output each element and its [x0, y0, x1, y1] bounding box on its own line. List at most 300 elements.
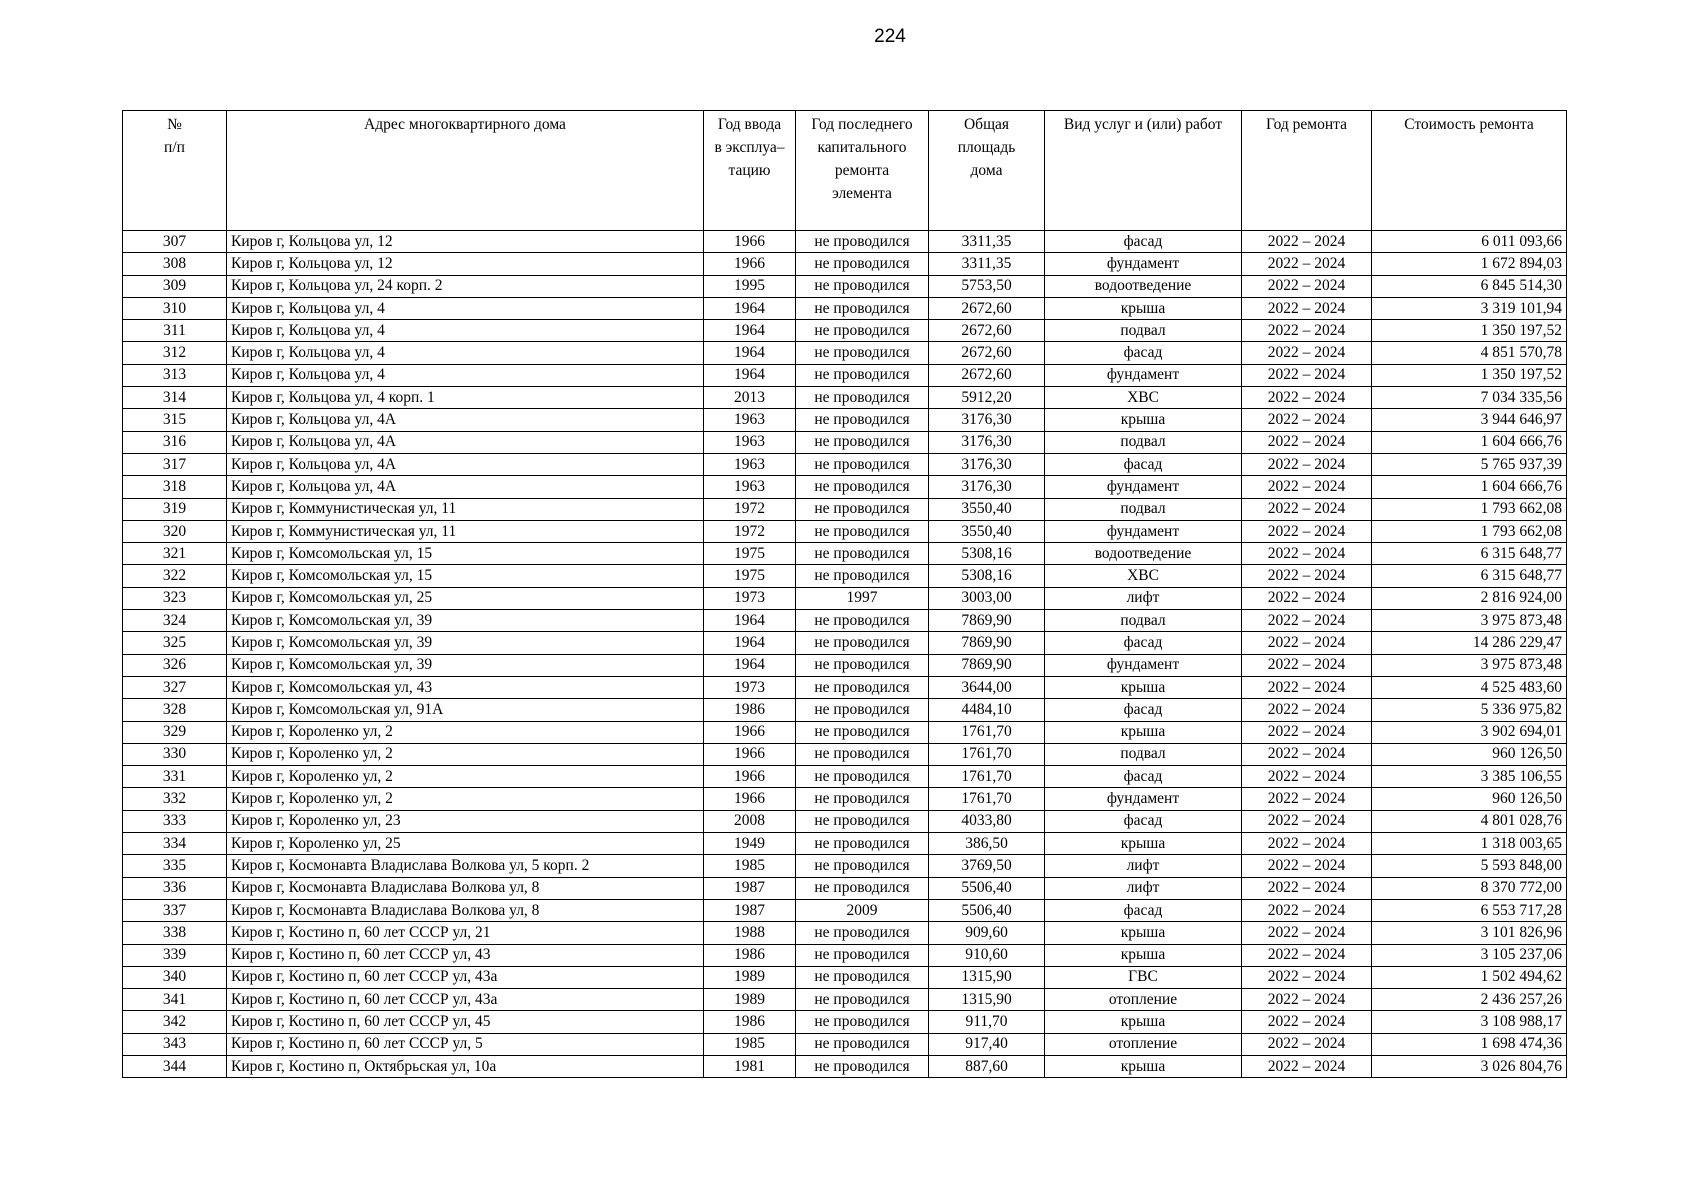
header-last-repair-year: Год последнего капитального ремонта элемента — [796, 111, 929, 231]
last-repair-year-cell: не проводился — [796, 297, 929, 319]
row-number-cell: 332 — [123, 788, 227, 810]
address-cell: Киров г, Короленко ул, 2 — [227, 766, 704, 788]
table-row — [123, 743, 1567, 765]
row-number-cell: 340 — [123, 966, 227, 988]
address-cell: Киров г, Комсомольская ул, 25 — [227, 587, 704, 609]
repair-year-cell: 2022 – 2024 — [1242, 676, 1372, 698]
year-built-cell: 1966 — [704, 788, 796, 810]
repair-year-cell: 2022 – 2024 — [1242, 275, 1372, 297]
row-number-cell: 335 — [123, 855, 227, 877]
table-row — [123, 699, 1567, 721]
table-row — [123, 855, 1567, 877]
work-type-cell: фасад — [1045, 899, 1242, 921]
repair-year-cell: 2022 – 2024 — [1242, 587, 1372, 609]
work-type-cell: фасад — [1045, 766, 1242, 788]
year-built-cell: 1995 — [704, 275, 796, 297]
row-number-cell: 322 — [123, 565, 227, 587]
table-row — [123, 543, 1567, 565]
row-number-cell: 315 — [123, 409, 227, 431]
row-number-cell: 320 — [123, 520, 227, 542]
table-row — [123, 654, 1567, 676]
repair-year-cell: 2022 – 2024 — [1242, 743, 1372, 765]
work-type-cell: подвал — [1045, 610, 1242, 632]
table-row — [123, 899, 1567, 921]
table-row — [123, 1033, 1567, 1055]
last-repair-year-cell: не проводился — [796, 453, 929, 475]
repair-cost-cell: 3 902 694,01 — [1372, 721, 1567, 743]
repair-year-cell: 2022 – 2024 — [1242, 409, 1372, 431]
repair-cost-cell: 3 975 873,48 — [1372, 654, 1567, 676]
address-cell: Киров г, Космонавта Владислава Волкова ул, 8 — [227, 877, 704, 899]
address-cell: Киров г, Космонавта Владислава Волкова ул, 8 — [227, 899, 704, 921]
last-repair-year-cell: не проводился — [796, 231, 929, 253]
repair-cost-cell: 3 385 106,55 — [1372, 766, 1567, 788]
repair-cost-cell: 960 126,50 — [1372, 743, 1567, 765]
repair-cost-cell: 3 026 804,76 — [1372, 1055, 1567, 1077]
year-built-cell: 1963 — [704, 453, 796, 475]
table-row — [123, 498, 1567, 520]
repair-cost-cell: 4 851 570,78 — [1372, 342, 1567, 364]
table-row — [123, 632, 1567, 654]
total-area-cell: 917,40 — [929, 1033, 1045, 1055]
repair-cost-cell: 1 502 494,62 — [1372, 966, 1567, 988]
table-row — [123, 721, 1567, 743]
row-number-cell: 309 — [123, 275, 227, 297]
row-number-cell: 344 — [123, 1055, 227, 1077]
address-cell: Киров г, Кольцова ул, 4 — [227, 297, 704, 319]
work-type-cell: водоотведение — [1045, 275, 1242, 297]
repair-year-cell: 2022 – 2024 — [1242, 699, 1372, 721]
total-area-cell: 5308,16 — [929, 565, 1045, 587]
repair-cost-cell: 1 604 666,76 — [1372, 431, 1567, 453]
year-built-cell: 1972 — [704, 520, 796, 542]
year-built-cell: 1963 — [704, 431, 796, 453]
repair-year-cell: 2022 – 2024 — [1242, 498, 1372, 520]
last-repair-year-cell: не проводился — [796, 543, 929, 565]
last-repair-year-cell: не проводился — [796, 1033, 929, 1055]
last-repair-year-cell: не проводился — [796, 877, 929, 899]
row-number-cell: 330 — [123, 743, 227, 765]
work-type-cell: ГВС — [1045, 966, 1242, 988]
repair-year-cell: 2022 – 2024 — [1242, 520, 1372, 542]
table-row — [123, 922, 1567, 944]
total-area-cell: 5506,40 — [929, 899, 1045, 921]
repair-cost-cell: 6 845 514,30 — [1372, 275, 1567, 297]
repair-cost-cell: 3 944 646,97 — [1372, 409, 1567, 431]
total-area-cell: 3550,40 — [929, 520, 1045, 542]
repair-year-cell: 2022 – 2024 — [1242, 899, 1372, 921]
row-number-cell: 310 — [123, 297, 227, 319]
row-number-cell: 336 — [123, 877, 227, 899]
last-repair-year-cell: не проводился — [796, 699, 929, 721]
total-area-cell: 3311,35 — [929, 253, 1045, 275]
address-cell: Киров г, Комсомольская ул, 15 — [227, 565, 704, 587]
work-type-cell: крыша — [1045, 833, 1242, 855]
total-area-cell: 4484,10 — [929, 699, 1045, 721]
total-area-cell: 909,60 — [929, 922, 1045, 944]
repair-year-cell: 2022 – 2024 — [1242, 632, 1372, 654]
address-cell: Киров г, Костино п, 60 лет СССР ул, 21 — [227, 922, 704, 944]
row-number-cell: 334 — [123, 833, 227, 855]
total-area-cell: 2672,60 — [929, 364, 1045, 386]
last-repair-year-cell: не проводился — [796, 810, 929, 832]
last-repair-year-cell: не проводился — [796, 342, 929, 364]
row-number-cell: 311 — [123, 320, 227, 342]
year-built-cell: 1989 — [704, 966, 796, 988]
last-repair-year-cell: не проводился — [796, 498, 929, 520]
table-row — [123, 320, 1567, 342]
repair-cost-cell: 3 108 988,17 — [1372, 1011, 1567, 1033]
total-area-cell: 887,60 — [929, 1055, 1045, 1077]
repair-year-cell: 2022 – 2024 — [1242, 320, 1372, 342]
total-area-cell: 5506,40 — [929, 877, 1045, 899]
last-repair-year-cell: не проводился — [796, 476, 929, 498]
address-cell: Киров г, Кольцова ул, 4А — [227, 453, 704, 475]
year-built-cell: 1986 — [704, 699, 796, 721]
year-built-cell: 2008 — [704, 810, 796, 832]
last-repair-year-cell: не проводился — [796, 676, 929, 698]
work-type-cell: фасад — [1045, 231, 1242, 253]
table-row — [123, 431, 1567, 453]
repair-year-cell: 2022 – 2024 — [1242, 966, 1372, 988]
repair-year-cell: 2022 – 2024 — [1242, 766, 1372, 788]
table-row — [123, 877, 1567, 899]
total-area-cell: 3003,00 — [929, 587, 1045, 609]
year-built-cell: 1966 — [704, 253, 796, 275]
work-type-cell: лифт — [1045, 877, 1242, 899]
last-repair-year-cell: не проводился — [796, 766, 929, 788]
row-number-cell: 342 — [123, 1011, 227, 1033]
table-row — [123, 610, 1567, 632]
repair-year-cell: 2022 – 2024 — [1242, 810, 1372, 832]
row-number-cell: 343 — [123, 1033, 227, 1055]
total-area-cell: 3176,30 — [929, 409, 1045, 431]
row-number-cell: 338 — [123, 922, 227, 944]
work-type-cell: водоотведение — [1045, 543, 1242, 565]
work-type-cell: лифт — [1045, 855, 1242, 877]
last-repair-year-cell: не проводился — [796, 610, 929, 632]
last-repair-year-cell: не проводился — [796, 944, 929, 966]
table-row — [123, 766, 1567, 788]
repair-year-cell: 2022 – 2024 — [1242, 342, 1372, 364]
repair-cost-cell: 5 593 848,00 — [1372, 855, 1567, 877]
repair-year-cell: 2022 – 2024 — [1242, 788, 1372, 810]
year-built-cell: 1964 — [704, 610, 796, 632]
repair-cost-cell: 3 975 873,48 — [1372, 610, 1567, 632]
repair-cost-cell: 1 350 197,52 — [1372, 320, 1567, 342]
address-cell: Киров г, Кольцова ул, 4А — [227, 431, 704, 453]
repair-cost-cell: 14 286 229,47 — [1372, 632, 1567, 654]
table-row — [123, 989, 1567, 1011]
row-number-cell: 316 — [123, 431, 227, 453]
address-cell: Киров г, Короленко ул, 23 — [227, 810, 704, 832]
repair-cost-cell: 1 672 894,03 — [1372, 253, 1567, 275]
work-type-cell: подвал — [1045, 743, 1242, 765]
last-repair-year-cell: не проводился — [796, 431, 929, 453]
repair-year-cell: 2022 – 2024 — [1242, 1033, 1372, 1055]
table-row — [123, 1055, 1567, 1077]
total-area-cell: 911,70 — [929, 1011, 1045, 1033]
year-built-cell: 1988 — [704, 922, 796, 944]
year-built-cell: 1975 — [704, 565, 796, 587]
address-cell: Киров г, Коммунистическая ул, 11 — [227, 498, 704, 520]
address-cell: Киров г, Короленко ул, 2 — [227, 721, 704, 743]
work-type-cell: фасад — [1045, 632, 1242, 654]
work-type-cell: крыша — [1045, 721, 1242, 743]
header-work-type: Вид услуг и (или) работ — [1045, 111, 1242, 231]
row-number-cell: 321 — [123, 543, 227, 565]
row-number-cell: 313 — [123, 364, 227, 386]
year-built-cell: 1986 — [704, 1011, 796, 1033]
table-row — [123, 253, 1567, 275]
last-repair-year-cell: не проводился — [796, 1055, 929, 1077]
repair-cost-cell: 5 336 975,82 — [1372, 699, 1567, 721]
address-cell: Киров г, Кольцова ул, 4 — [227, 320, 704, 342]
total-area-cell: 1761,70 — [929, 743, 1045, 765]
repair-year-cell: 2022 – 2024 — [1242, 476, 1372, 498]
header-number: № п/п — [123, 111, 227, 231]
repair-cost-cell: 3 105 237,06 — [1372, 944, 1567, 966]
repair-year-cell: 2022 – 2024 — [1242, 231, 1372, 253]
table-row — [123, 1011, 1567, 1033]
work-type-cell: крыша — [1045, 922, 1242, 944]
last-repair-year-cell: не проводился — [796, 721, 929, 743]
page-number: 224 — [874, 26, 906, 47]
table-row — [123, 476, 1567, 498]
repair-cost-cell: 1 604 666,76 — [1372, 476, 1567, 498]
address-cell: Киров г, Комсомольская ул, 39 — [227, 654, 704, 676]
repair-cost-cell: 6 553 717,28 — [1372, 899, 1567, 921]
year-built-cell: 2013 — [704, 387, 796, 409]
address-cell: Киров г, Короленко ул, 2 — [227, 788, 704, 810]
total-area-cell: 2672,60 — [929, 342, 1045, 364]
row-number-cell: 325 — [123, 632, 227, 654]
work-type-cell: крыша — [1045, 297, 1242, 319]
repair-year-cell: 2022 – 2024 — [1242, 253, 1372, 275]
repair-cost-cell: 3 319 101,94 — [1372, 297, 1567, 319]
work-type-cell: фасад — [1045, 699, 1242, 721]
address-cell: Киров г, Кольцова ул, 4А — [227, 409, 704, 431]
row-number-cell: 327 — [123, 676, 227, 698]
total-area-cell: 5308,16 — [929, 543, 1045, 565]
address-cell: Киров г, Кольцова ул, 4 корп. 1 — [227, 387, 704, 409]
repair-cost-cell: 1 350 197,52 — [1372, 364, 1567, 386]
year-built-cell: 1987 — [704, 877, 796, 899]
address-cell: Киров г, Комсомольская ул, 43 — [227, 676, 704, 698]
work-type-cell: отопление — [1045, 1033, 1242, 1055]
total-area-cell: 3769,50 — [929, 855, 1045, 877]
table-row — [123, 342, 1567, 364]
row-number-cell: 328 — [123, 699, 227, 721]
total-area-cell: 910,60 — [929, 944, 1045, 966]
last-repair-year-cell: не проводился — [796, 520, 929, 542]
repair-year-cell: 2022 – 2024 — [1242, 989, 1372, 1011]
work-type-cell: фундамент — [1045, 476, 1242, 498]
total-area-cell: 3176,30 — [929, 431, 1045, 453]
year-built-cell: 1964 — [704, 297, 796, 319]
address-cell: Киров г, Кольцова ул, 4 — [227, 342, 704, 364]
repair-cost-cell: 1 793 662,08 — [1372, 498, 1567, 520]
table-row — [123, 409, 1567, 431]
total-area-cell: 3176,30 — [929, 453, 1045, 475]
repair-cost-cell: 2 816 924,00 — [1372, 587, 1567, 609]
work-type-cell: ХВС — [1045, 387, 1242, 409]
total-area-cell: 3176,30 — [929, 476, 1045, 498]
repair-year-cell: 2022 – 2024 — [1242, 610, 1372, 632]
repair-cost-cell: 5 765 937,39 — [1372, 453, 1567, 475]
last-repair-year-cell: не проводился — [796, 320, 929, 342]
address-cell: Киров г, Кольцова ул, 12 — [227, 253, 704, 275]
table-row — [123, 364, 1567, 386]
year-built-cell: 1963 — [704, 476, 796, 498]
total-area-cell: 3550,40 — [929, 498, 1045, 520]
repair-cost-cell: 8 370 772,00 — [1372, 877, 1567, 899]
repair-year-cell: 2022 – 2024 — [1242, 833, 1372, 855]
year-built-cell: 1973 — [704, 676, 796, 698]
table-body — [123, 231, 1567, 1078]
table-row — [123, 231, 1567, 253]
address-cell: Киров г, Костино п, 60 лет СССР ул, 5 — [227, 1033, 704, 1055]
last-repair-year-cell: не проводился — [796, 364, 929, 386]
work-type-cell: крыша — [1045, 409, 1242, 431]
table-row — [123, 966, 1567, 988]
last-repair-year-cell: не проводился — [796, 743, 929, 765]
year-built-cell: 1964 — [704, 364, 796, 386]
work-type-cell: фундамент — [1045, 520, 1242, 542]
last-repair-year-cell: не проводился — [796, 966, 929, 988]
repair-year-cell: 2022 – 2024 — [1242, 543, 1372, 565]
table-row — [123, 275, 1567, 297]
total-area-cell: 1761,70 — [929, 721, 1045, 743]
repair-year-cell: 2022 – 2024 — [1242, 877, 1372, 899]
last-repair-year-cell: не проводился — [796, 654, 929, 676]
year-built-cell: 1964 — [704, 342, 796, 364]
row-number-cell: 317 — [123, 453, 227, 475]
year-built-cell: 1975 — [704, 543, 796, 565]
year-built-cell: 1966 — [704, 721, 796, 743]
work-type-cell: крыша — [1045, 1011, 1242, 1033]
work-type-cell: ХВС — [1045, 565, 1242, 587]
address-cell: Киров г, Кольцова ул, 12 — [227, 231, 704, 253]
total-area-cell: 7869,90 — [929, 610, 1045, 632]
last-repair-year-cell: не проводился — [796, 253, 929, 275]
address-cell: Киров г, Кольцова ул, 24 корп. 2 — [227, 275, 704, 297]
total-area-cell: 3311,35 — [929, 231, 1045, 253]
row-number-cell: 329 — [123, 721, 227, 743]
address-cell: Киров г, Коммунистическая ул, 11 — [227, 520, 704, 542]
work-type-cell: крыша — [1045, 676, 1242, 698]
work-type-cell: отопление — [1045, 989, 1242, 1011]
year-built-cell: 1964 — [704, 654, 796, 676]
last-repair-year-cell: 2009 — [796, 899, 929, 921]
total-area-cell: 7869,90 — [929, 654, 1045, 676]
work-type-cell: фасад — [1045, 453, 1242, 475]
work-type-cell: лифт — [1045, 587, 1242, 609]
table-row — [123, 587, 1567, 609]
work-type-cell: крыша — [1045, 944, 1242, 966]
repair-cost-cell: 1 698 474,36 — [1372, 1033, 1567, 1055]
work-type-cell: подвал — [1045, 498, 1242, 520]
address-cell: Киров г, Кольцова ул, 4А — [227, 476, 704, 498]
total-area-cell: 2672,60 — [929, 297, 1045, 319]
repair-year-cell: 2022 – 2024 — [1242, 922, 1372, 944]
row-number-cell: 341 — [123, 989, 227, 1011]
year-built-cell: 1964 — [704, 320, 796, 342]
repair-year-cell: 2022 – 2024 — [1242, 431, 1372, 453]
work-type-cell: фундамент — [1045, 788, 1242, 810]
repair-cost-cell: 4 525 483,60 — [1372, 676, 1567, 698]
row-number-cell: 308 — [123, 253, 227, 275]
table-row — [123, 788, 1567, 810]
work-type-cell: фасад — [1045, 810, 1242, 832]
year-built-cell: 1966 — [704, 766, 796, 788]
header-row — [123, 111, 1567, 231]
work-type-cell: фундамент — [1045, 364, 1242, 386]
total-area-cell: 7869,90 — [929, 632, 1045, 654]
year-built-cell: 1981 — [704, 1055, 796, 1077]
address-cell: Киров г, Костино п, 60 лет СССР ул, 43 — [227, 944, 704, 966]
total-area-cell: 2672,60 — [929, 320, 1045, 342]
last-repair-year-cell: не проводился — [796, 565, 929, 587]
row-number-cell: 326 — [123, 654, 227, 676]
header-total-area: Общая площадь дома — [929, 111, 1045, 231]
header-year-built: Год ввода в эксплуа– тацию — [704, 111, 796, 231]
year-built-cell: 1985 — [704, 1033, 796, 1055]
year-built-cell: 1966 — [704, 743, 796, 765]
work-type-cell: фундамент — [1045, 654, 1242, 676]
header-repair-cost: Стоимость ремонта — [1372, 111, 1567, 231]
last-repair-year-cell: не проводился — [796, 387, 929, 409]
last-repair-year-cell: не проводился — [796, 275, 929, 297]
address-cell: Киров г, Комсомольская ул, 91А — [227, 699, 704, 721]
table-row — [123, 453, 1567, 475]
row-number-cell: 323 — [123, 587, 227, 609]
table-row — [123, 944, 1567, 966]
total-area-cell: 3644,00 — [929, 676, 1045, 698]
year-built-cell: 1966 — [704, 231, 796, 253]
repair-year-cell: 2022 – 2024 — [1242, 721, 1372, 743]
year-built-cell: 1972 — [704, 498, 796, 520]
table-row — [123, 520, 1567, 542]
last-repair-year-cell: 1997 — [796, 587, 929, 609]
address-cell: Киров г, Костино п, Октябрьская ул, 10а — [227, 1055, 704, 1077]
last-repair-year-cell: не проводился — [796, 922, 929, 944]
table-row — [123, 833, 1567, 855]
total-area-cell: 4033,80 — [929, 810, 1045, 832]
total-area-cell: 1315,90 — [929, 966, 1045, 988]
repair-cost-cell: 960 126,50 — [1372, 788, 1567, 810]
repair-cost-cell: 4 801 028,76 — [1372, 810, 1567, 832]
year-built-cell: 1949 — [704, 833, 796, 855]
row-number-cell: 337 — [123, 899, 227, 921]
repair-year-cell: 2022 – 2024 — [1242, 453, 1372, 475]
repair-cost-cell: 1 793 662,08 — [1372, 520, 1567, 542]
header-address: Адрес многоквартирного дома — [227, 111, 704, 231]
repair-year-cell: 2022 – 2024 — [1242, 1055, 1372, 1077]
row-number-cell: 318 — [123, 476, 227, 498]
repair-cost-cell: 7 034 335,56 — [1372, 387, 1567, 409]
row-number-cell: 339 — [123, 944, 227, 966]
repair-year-cell: 2022 – 2024 — [1242, 364, 1372, 386]
work-type-cell: подвал — [1045, 320, 1242, 342]
repair-cost-cell: 6 315 648,77 — [1372, 543, 1567, 565]
repair-year-cell: 2022 – 2024 — [1242, 565, 1372, 587]
repair-table — [122, 110, 1567, 1078]
repair-year-cell: 2022 – 2024 — [1242, 654, 1372, 676]
row-number-cell: 307 — [123, 231, 227, 253]
total-area-cell: 1315,90 — [929, 989, 1045, 1011]
last-repair-year-cell: не проводился — [796, 855, 929, 877]
